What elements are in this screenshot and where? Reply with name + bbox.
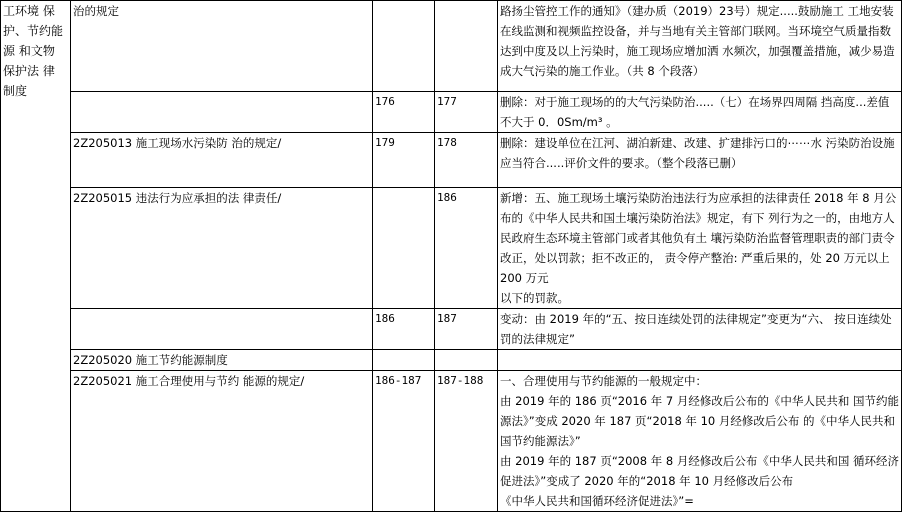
old-page-cell — [373, 1, 435, 92]
new-page-cell — [435, 350, 498, 371]
new-page-cell: 178 — [435, 133, 498, 188]
topic-text: 2Z205015 违法行为应承担的法 律责任 — [73, 191, 278, 205]
new-page-cell: 186 — [435, 188, 498, 309]
topic-text: 2Z205013 施工现场水污染防 治的规定 — [73, 136, 278, 150]
new-page-cell — [435, 1, 498, 92]
table-row — [1, 350, 902, 371]
note-cell: 删除：建设单位在江河、湖泊新建、改建、扩建排污口的⋯⋯水 污染防治设施应当符合.....评价文件的要求。（整个段落已删） — [498, 133, 902, 188]
category-cell: 工环境 保护、节约能 源 和文物 保护法 律 制度 — [1, 1, 71, 512]
slash-mark: / — [277, 136, 282, 150]
note-cell — [498, 188, 902, 309]
slash-mark: / — [300, 374, 305, 388]
table-row — [1, 371, 902, 512]
topic-text: 2Z205021 施工合理使用与节约 能源的规定 — [73, 374, 301, 388]
topic-cell: 治的规定 — [71, 1, 373, 92]
old-page-cell — [373, 350, 435, 371]
note-paragraph: 一、合理使用与节约能源的一般规定中： — [500, 374, 707, 388]
new-page-cell: 177 — [435, 92, 498, 133]
note-cell — [498, 350, 902, 371]
topic-cell — [71, 371, 373, 512]
old-page-cell: 186 — [373, 309, 435, 350]
table-row — [1, 309, 902, 350]
topic-cell — [71, 188, 373, 309]
note-cell: 路扬尘管控工作的通知》（建办质（2019）23号）规定.....鼓励施工 工地安装在线监测和视频监控设备，并与当地有关主管部门联网。当环境空气质量指数达到中度及以上污染时，施工现场应增加洒 水频次，加强覆盖措施，减少易造成大气污染的施工作业。（共 8 个段落） — [498, 1, 902, 92]
topic-cell — [71, 309, 373, 350]
note-paragraph: 以下的罚款。 — [500, 291, 569, 305]
note-paragraph: 由 2019 年的 187 页“2008 年 8 月经修改后公布《中华人民共和国 循环经济促进法》”变成了 2020 年的“2018 年 10 月经修改后公布 — [500, 454, 899, 488]
table-row — [1, 133, 902, 188]
new-page-cell: 187-188 — [435, 371, 498, 512]
old-page-cell — [373, 188, 435, 309]
old-page-cell: 179 — [373, 133, 435, 188]
new-page-cell: 187 — [435, 309, 498, 350]
topic-cell: 2Z205020 施工节约能源制度 — [71, 350, 373, 371]
topic-cell — [71, 92, 373, 133]
note-cell: 删除：对于施工现场的的大气污染防治.....（七）在场界四周隔 挡高度...差值不大于 0．0Sm/m³ 。 — [498, 92, 902, 133]
old-page-cell: 176 — [373, 92, 435, 133]
old-page-cell: 186-187 — [373, 371, 435, 512]
table-row — [1, 1, 902, 92]
note-paragraph: 新增：五、施工现场土壤污染防治违法行为应承担的法律责任 2018 年 8 月公布的《中华人民共和国土壤污染防治法》规定，有下 列行为之一的，由地方人民政府生态环境主管部门或者其他负有土 壤污染防治监督管理职责的部门责令改正，处以罚款；拒不改正的， 责令停产整治: 严重后果的，处 20 万元以上 200 万元 — [500, 191, 897, 285]
topic-cell — [71, 133, 373, 188]
note-cell: 变动：由 2019 年的“五、按日连续处罚的法律规定”变更为“六、 按日连续处罚的法律规定” — [498, 309, 902, 350]
note-cell — [498, 371, 902, 512]
note-paragraph: 《中华人民共和国循环经济促进法》”= — [500, 494, 694, 508]
slash-mark: / — [277, 191, 282, 205]
table-row — [1, 188, 902, 309]
table-row — [1, 92, 902, 133]
note-paragraph: 由 2019 年的 186 页“2016 年 7 月经修改后公布的《中华人民共和 国节约能源法》”变成 2020 年 187 页“2018 年 10 月经修改后公布 的《中华人民共和国节约能源法》” — [500, 394, 899, 448]
